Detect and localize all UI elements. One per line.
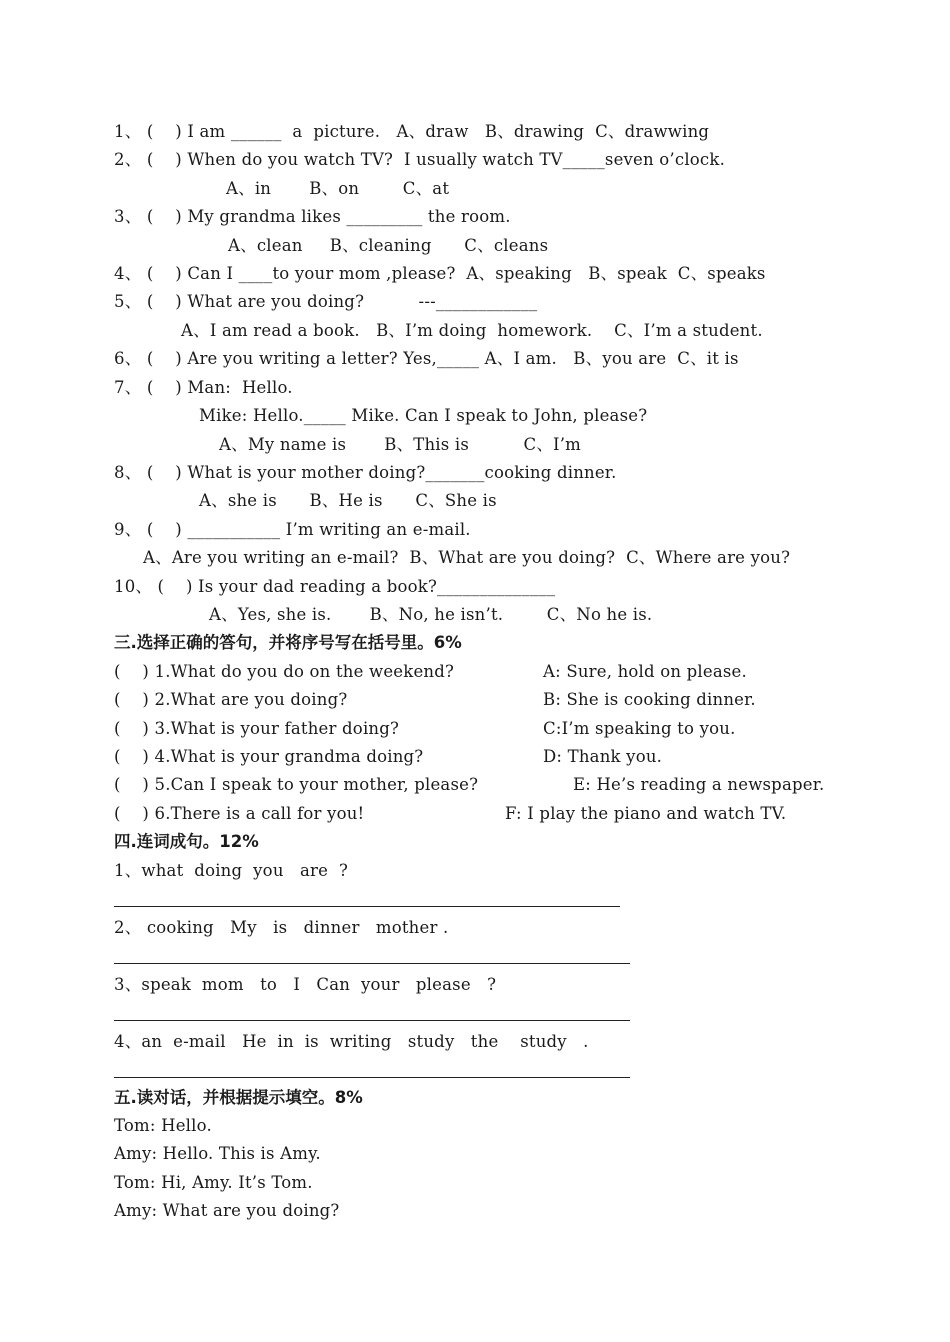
question-2: 2、 ( ) When do you watch TV? I usually watch TV_____seven o’clock. (114, 150, 726, 169)
answer-line[interactable] (114, 906, 620, 907)
scrambled-sentence: 3、speak mom to I Can your please ? (114, 975, 497, 994)
question-8-options: A、she is B、He is C、She is (199, 491, 497, 510)
dialogue-line: Amy: What are you doing? (114, 1201, 340, 1220)
matching-answer: E: He’s reading a newspaper. (573, 775, 825, 794)
matching-answer: A: Sure, hold on please. (543, 662, 747, 681)
answer-line[interactable] (114, 1077, 630, 1078)
question-6: 6、 ( ) Are you writing a letter? Yes,_____ A、I am. B、you are C、it is (114, 349, 739, 368)
question-2-options: A、in B、on C、at (226, 179, 450, 198)
question-3-options: A、clean B、cleaning C、cleans (228, 236, 549, 255)
matching-answer: F: I play the piano and watch TV. (505, 804, 787, 823)
scrambled-sentence: 4、an e-mail He in is writing study the study . (114, 1032, 589, 1051)
matching-question: ( ) 1.What do you do on the weekend? (114, 662, 455, 681)
scrambled-sentence: 2、 cooking My is dinner mother . (114, 918, 449, 937)
question-10: 10、 ( ) Is your dad reading a book?______________ (114, 577, 556, 596)
question-5: 5、 ( ) What are you doing? ---____________ (114, 292, 538, 311)
question-7: 7、 ( ) Man: Hello. (114, 378, 293, 397)
dialogue-line: Tom: Hi, Amy. It’s Tom. (114, 1173, 313, 1192)
section-5-heading: 五.读对话，并根据提示填空。8% (114, 1088, 363, 1107)
question-8: 8、 ( ) What is your mother doing?_______cooking dinner. (114, 463, 617, 482)
question-4: 4、 ( ) Can I ____to your mom ,please? A、speaking B、speak C、speaks (114, 264, 766, 283)
scrambled-sentence: 1、what doing you are ? (114, 861, 348, 880)
section-3-heading: 三.选择正确的答句，并将序号写在括号里。6% (114, 633, 462, 652)
question-9: 9、 ( ) ___________ I’m writing an e-mail. (114, 520, 471, 539)
question-7-dialogue: Mike: Hello._____ Mike. Can I speak to John, please? (199, 406, 648, 425)
question-5-options: A、I am read a book. B、I’m doing homework. C、I’m a student. (181, 321, 763, 340)
matching-question: ( ) 2.What are you doing? (114, 690, 348, 709)
matching-answer: D: Thank you. (543, 747, 663, 766)
question-3: 3、 ( ) My grandma likes _________ the room. (114, 207, 511, 226)
matching-answer: C:I’m speaking to you. (543, 719, 736, 738)
matching-answer: B: She is cooking dinner. (543, 690, 756, 709)
dialogue-line: Amy: Hello. This is Amy. (114, 1144, 321, 1163)
matching-question: ( ) 5.Can I speak to your mother, please? (114, 775, 479, 794)
dialogue-line: Tom: Hello. (114, 1116, 212, 1135)
question-7-options: A、My name is B、This is C、I’m (219, 435, 582, 454)
question-10-options: A、Yes, she is. B、No, he isn’t. C、No he is. (209, 605, 653, 624)
matching-question: ( ) 6.There is a call for you! (114, 804, 365, 823)
matching-question: ( ) 3.What is your father doing? (114, 719, 400, 738)
question-1: 1、 ( ) I am ______ a picture. A、draw B、drawing C、drawwing (114, 122, 710, 141)
answer-line[interactable] (114, 963, 630, 964)
answer-line[interactable] (114, 1020, 630, 1021)
matching-question: ( ) 4.What is your grandma doing? (114, 747, 424, 766)
question-9-options: A、Are you writing an e-mail? B、What are you doing? C、Where are you? (143, 548, 791, 567)
section-4-heading: 四.连词成句。12% (114, 832, 259, 851)
